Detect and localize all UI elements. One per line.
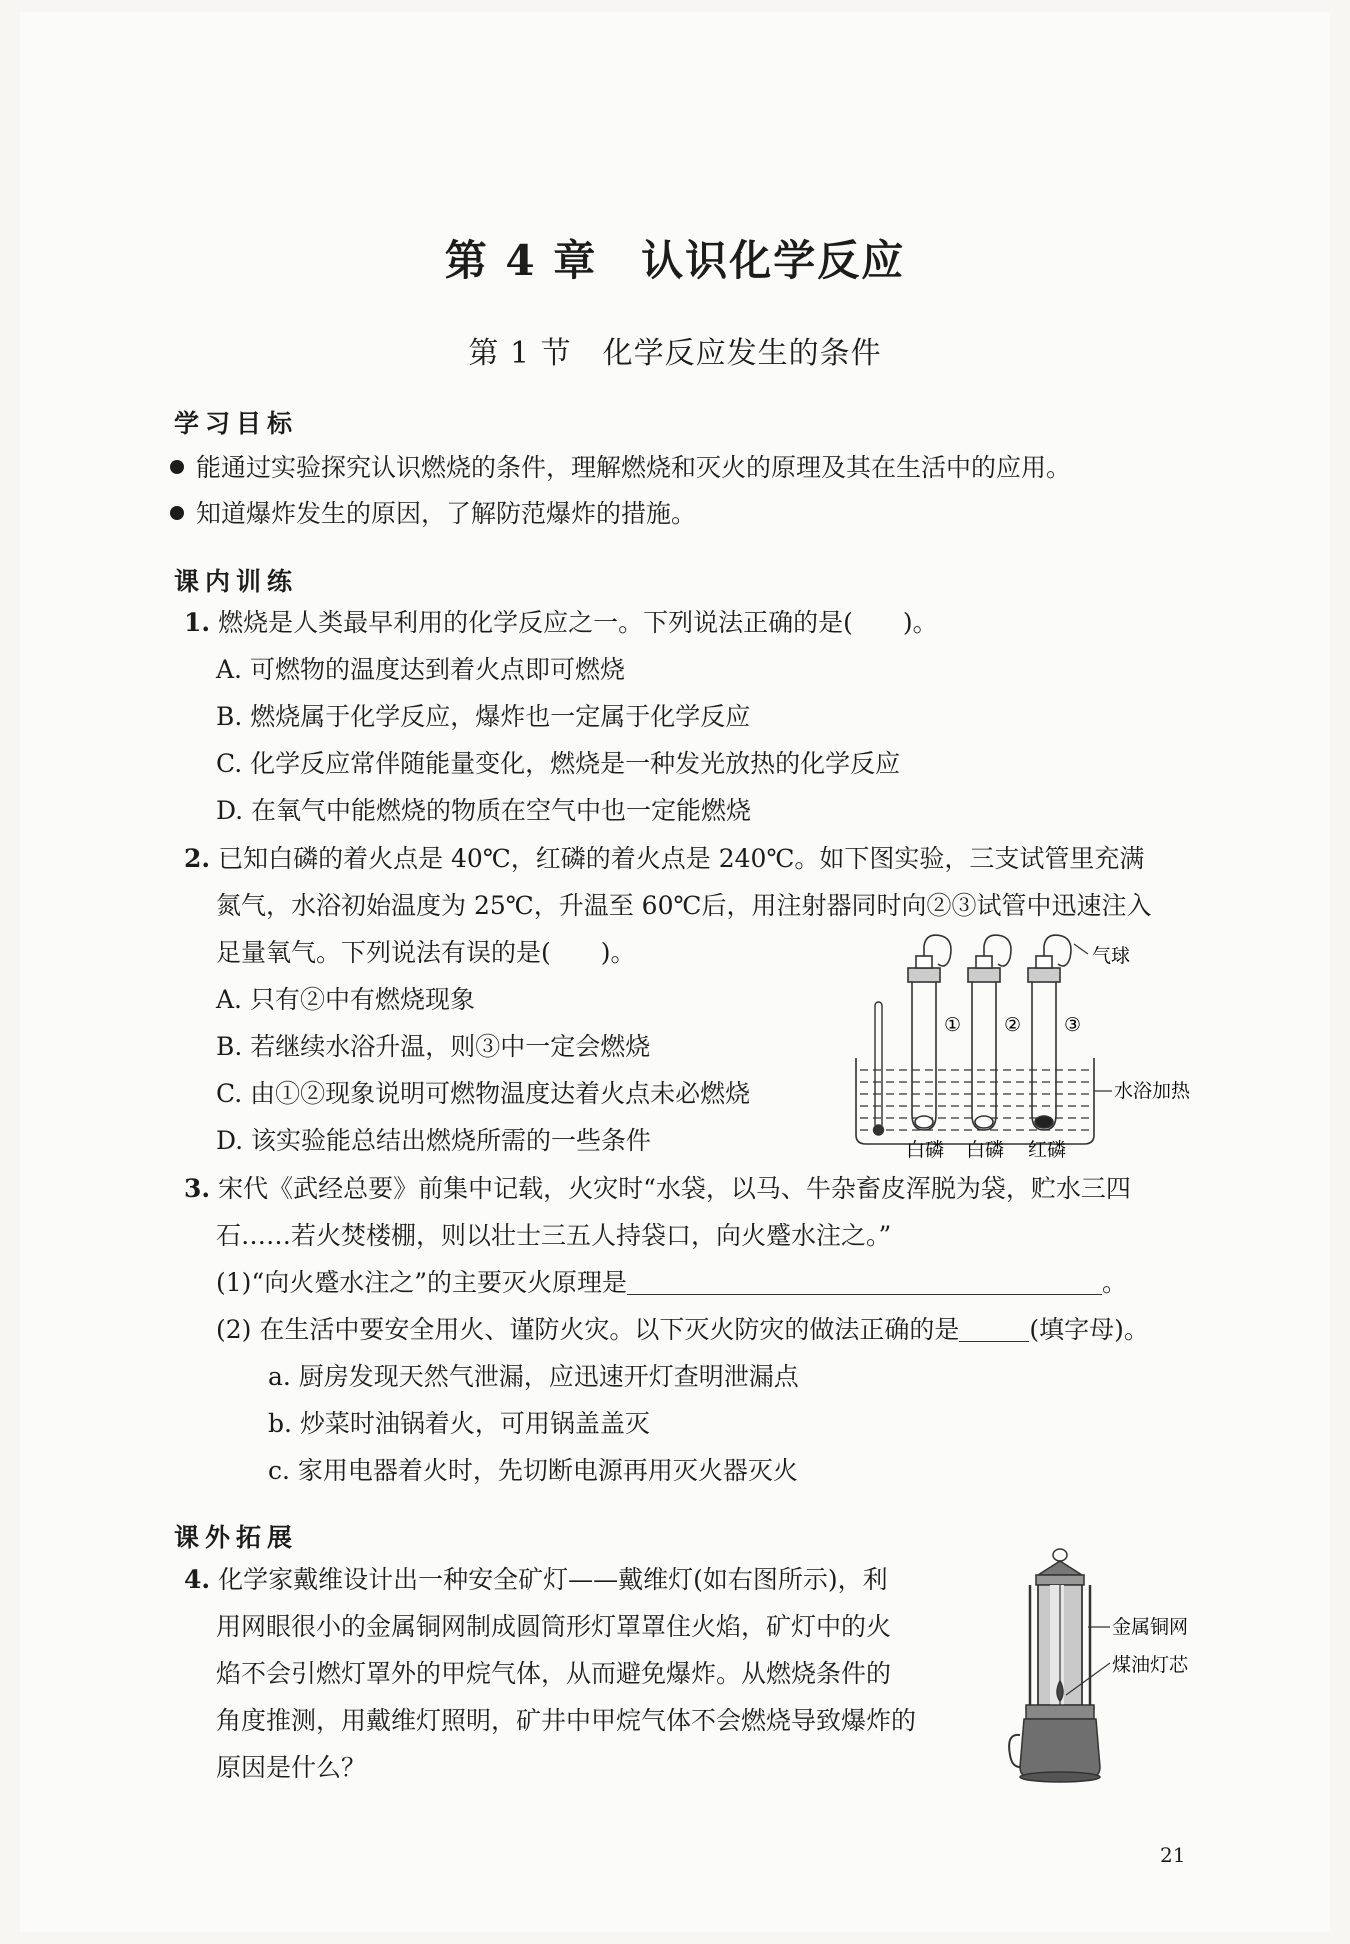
bullet-icon (170, 506, 184, 520)
question-stem-line: 焰不会引燃灯罩外的甲烷气体，从而避免爆炸。从燃烧条件的 (216, 1659, 892, 1688)
question-stem-line: 角度推测，用戴维灯照明，矿井中甲烷气体不会燃烧导致爆炸的 (216, 1706, 917, 1735)
thermometer-icon (874, 1002, 884, 1135)
question-2 (184, 836, 1144, 882)
question-stem-line: 石……若火焚楼棚，则以壮士三五人持袋口，向火蹙水注之。” (216, 1221, 892, 1250)
tube-number: ① (944, 1014, 962, 1036)
objective-text: 知道爆炸发生的原因，了解防范爆炸的措施。 (196, 499, 697, 528)
option: A. 可燃物的温度达到着火点即可燃烧 (216, 655, 625, 684)
extension-heading: 课外拓展 (174, 1523, 299, 1552)
question-number: 1. (184, 608, 211, 637)
question-stem: 化学家戴维设计出一种安全矿灯——戴维灯(如右图所示)，利 (218, 1565, 888, 1594)
option: c. 家用电器着火时，先切断电源再用灭火器灭火 (268, 1456, 798, 1485)
copper-mesh-label: 金属铜网 (1112, 1616, 1189, 1638)
question-4 (184, 1557, 888, 1603)
part-text: (2) 在生活中要安全用火、谨防火灾。以下灭火防灾的做法正确的是 (216, 1315, 960, 1344)
davy-lamp-figure (1000, 1545, 1200, 1790)
balloon-label: 气球 (1092, 945, 1131, 967)
question-3 (184, 1166, 1131, 1212)
part-end: 。 (1101, 1268, 1127, 1297)
tube-number: ② (1004, 1014, 1022, 1036)
water-bath-label: 水浴加热 (1114, 1080, 1190, 1102)
question-3-part-1 (216, 1260, 1127, 1306)
phosphorus-experiment-figure (850, 930, 1190, 1160)
option: A. 只有②中有燃烧现象 (216, 985, 475, 1014)
objective-text: 能通过实验探究认识燃烧的条件，理解燃烧和灭火的原理及其在生活中的应用。 (196, 453, 1072, 482)
question-3-part-2 (216, 1307, 1149, 1353)
classwork-heading: 课内训练 (174, 567, 299, 596)
question-number: 2. (184, 844, 211, 873)
option: C. 化学反应常伴随能量变化，燃烧是一种发光放热的化学反应 (216, 749, 901, 778)
water-bath (856, 1058, 1094, 1144)
bullet-icon (170, 460, 184, 474)
question-stem-line: 氮气，水浴初始温度为 25℃，升温至 60℃后，用注射器同时向②③试管中迅速注入 (216, 891, 1152, 920)
question-stem: 宋代《武经总要》前集中记载，火灾时“水袋，以马、牛杂畜皮浑脱为袋，贮水三四 (218, 1174, 1131, 1203)
part-text: (1)“向火蹙水注之”的主要灭火原理是 (216, 1268, 627, 1297)
answer-blank[interactable] (959, 1315, 1029, 1342)
substance-label: 红磷 (1028, 1139, 1067, 1160)
option: B. 燃烧属于化学反应，爆炸也一定属于化学反应 (216, 702, 751, 731)
option: a. 厨房发现天然气泄漏，应迅速开灯查明泄漏点 (268, 1362, 799, 1391)
option: B. 若继续水浴升温，则③中一定会燃烧 (216, 1032, 651, 1061)
substance-label: 白磷 (906, 1139, 945, 1160)
question-1 (184, 600, 938, 646)
page-number: 21 (1160, 1843, 1186, 1867)
option: b. 炒菜时油锅着火，可用锅盖盖灭 (268, 1409, 650, 1438)
question-stem-line: 原因是什么？ (216, 1753, 367, 1782)
part-end: (填字母)。 (1029, 1315, 1149, 1344)
question-stem: 燃烧是人类最早利用的化学反应之一。下列说法正确的是( )。 (218, 608, 938, 637)
question-number: 4. (184, 1565, 211, 1594)
section-title: 第 1 节 化学反应发生的条件 (468, 336, 882, 371)
question-stem: 已知白磷的着火点是 40℃，红磷的着火点是 240℃。如下图实验，三支试管里充满 (218, 844, 1145, 873)
davy-lamp-icon (1009, 1549, 1100, 1782)
objectives-heading: 学习目标 (174, 409, 299, 438)
objective-item (170, 491, 696, 537)
objective-item (170, 445, 1071, 491)
question-stem-line: 用网眼很小的金属铜网制成圆筒形灯罩罩住火焰，矿灯中的火 (216, 1612, 892, 1641)
question-number: 3. (184, 1174, 211, 1203)
option: C. 由①②现象说明可燃物温度达着火点未必燃烧 (216, 1079, 751, 1108)
option: D. 该实验能总结出燃烧所需的一些条件 (216, 1126, 652, 1155)
tube-number: ③ (1064, 1014, 1082, 1036)
balloon-leader-line (1074, 944, 1088, 954)
substance-label: 白磷 (966, 1139, 1005, 1160)
wick-label: 煤油灯芯 (1112, 1654, 1189, 1676)
chapter-title: 第 4 章 认识化学反应 (444, 236, 906, 285)
option: D. 在氧气中能燃烧的物质在空气中也一定能燃烧 (216, 796, 752, 825)
answer-blank[interactable] (627, 1268, 1102, 1295)
question-stem-line: 足量氧气。下列说法有误的是( )。 (216, 938, 636, 967)
